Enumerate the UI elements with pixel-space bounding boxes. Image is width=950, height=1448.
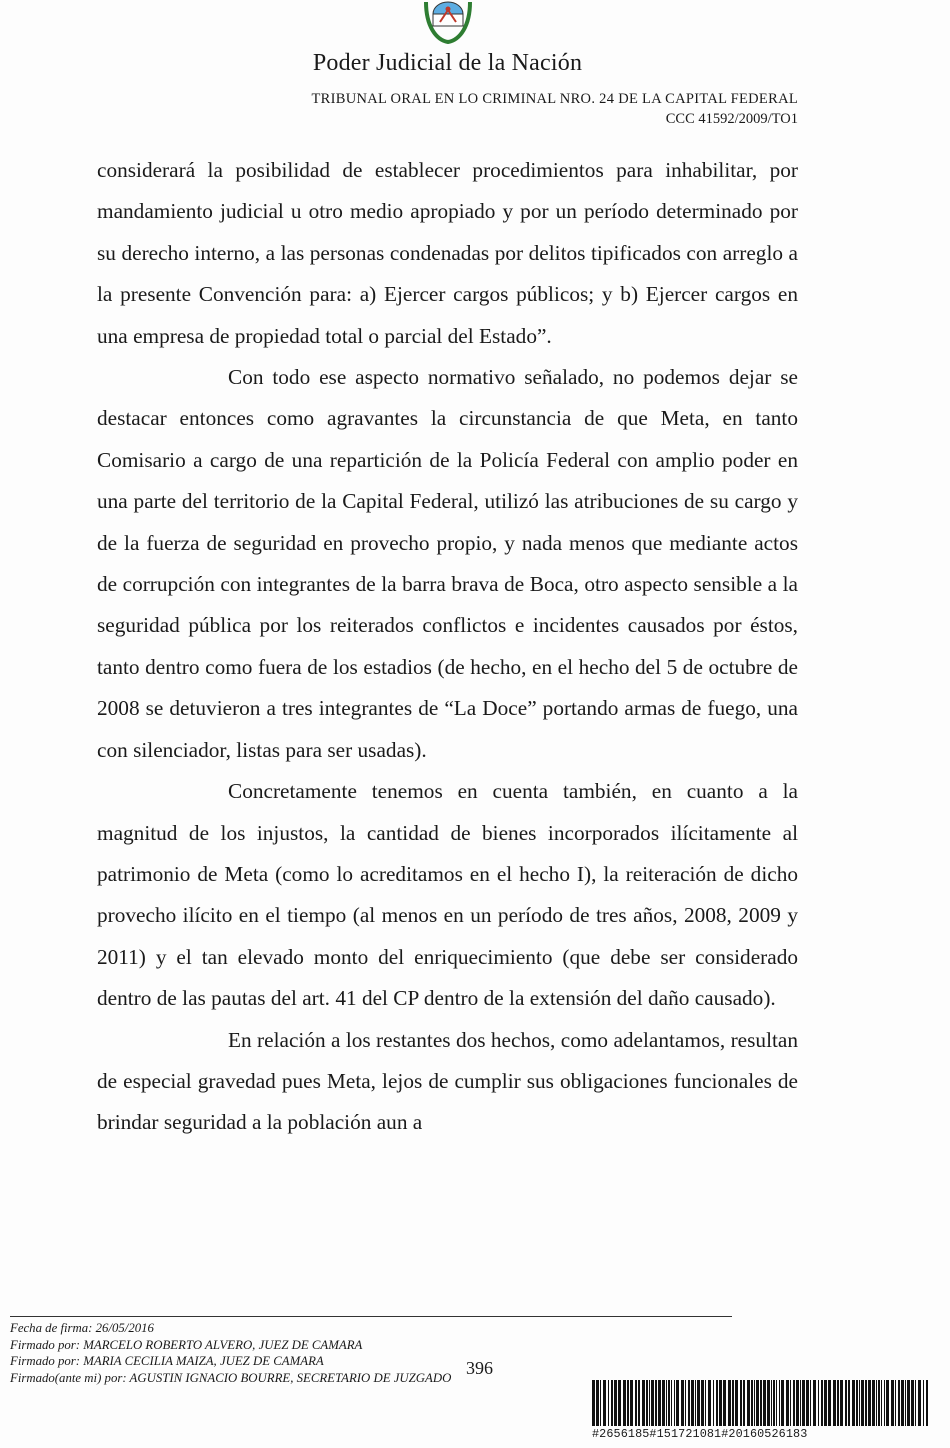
barcode-bar [828, 1380, 831, 1426]
barcode-bar [666, 1380, 667, 1426]
barcode-bar [596, 1380, 599, 1426]
signature-line: Firmado(ante mi) por: AGUSTIN IGNACIO BOURRE, SECRETARIO DE JUZGADO [10, 1370, 452, 1385]
barcode-bar [618, 1380, 621, 1426]
barcode-bar [884, 1380, 885, 1426]
paragraph: Concretamente tenemos en cuenta también, en cuanto a la magnitud de los injustos, la cantidad de bienes incorporados ilícitamente al patrimonio de Meta (como lo acreditamos en el hecho I), la reiteración de dicho provecho ilícito en el tiempo (al menos en un período de tres años, 2008, 2009 y 2011) y el tan elevado monto del enriquecimiento (que debe ser considerado dentro de las pautas del art. 41 del CP dentro de la extensión del daño causado). [97, 779, 798, 1011]
barcode-bar [781, 1380, 784, 1426]
barcode-bar [813, 1380, 816, 1426]
barcode-bar [773, 1380, 775, 1426]
barcode-bar [603, 1380, 606, 1426]
barcode-bar [627, 1380, 629, 1426]
signature-line: Firmado por: MARIA CECILIA MAIZA, JUEZ DE CAMARA [10, 1354, 324, 1368]
barcode-bar [905, 1380, 906, 1426]
barcode-text: #2656185#151721081#20160526183 [592, 1427, 808, 1441]
barcode-bar [614, 1380, 617, 1426]
barcode-bar [695, 1380, 696, 1426]
barcode-bar [760, 1380, 762, 1426]
barcode-bar [743, 1380, 745, 1426]
barcode-bar [779, 1380, 780, 1426]
barcode-bar [691, 1380, 694, 1426]
barcode-bar [793, 1380, 795, 1426]
barcode-bar [776, 1380, 777, 1426]
barcode-bar [646, 1380, 648, 1426]
barcode-bar [642, 1380, 645, 1426]
barcode-bar [716, 1380, 718, 1426]
barcode-bar [865, 1380, 867, 1426]
barcode-bar [786, 1380, 789, 1426]
barcode-bar [901, 1380, 904, 1426]
barcode-bar [623, 1380, 626, 1426]
barcode-bar [790, 1380, 791, 1426]
barcode-bar [911, 1380, 914, 1426]
barcode-bar [763, 1380, 766, 1426]
barcode-bar [771, 1380, 772, 1426]
barcode-bar [719, 1380, 722, 1426]
barcode-bar [824, 1380, 827, 1426]
barcode-bar [658, 1380, 661, 1426]
barcode-bar [592, 1380, 595, 1426]
barcode-bar [751, 1380, 753, 1426]
barcode-bar [918, 1380, 921, 1426]
barcode-bar [852, 1380, 855, 1426]
barcode-bar [708, 1380, 711, 1426]
barcode-bar [697, 1380, 700, 1426]
barcode-bar [915, 1380, 916, 1426]
barcode-bar [728, 1380, 731, 1426]
argentine-coat-of-arms-icon [420, 0, 476, 44]
barcode-bar [806, 1380, 809, 1426]
barcode-bar [895, 1380, 896, 1426]
barcode-bar [756, 1380, 759, 1426]
paragraph: En relación a los restantes dos hechos, como adelantamos, resultan de especial gravedad pues Meta, lejos de cumplir sus obligaciones funcionales de brindar seguridad a la población aun a [97, 1027, 798, 1135]
barcode-bar [662, 1380, 665, 1426]
page-number: 396 [466, 1358, 493, 1378]
barcode-bar [872, 1380, 875, 1426]
barcode-bar [881, 1380, 882, 1426]
barcode-bar [878, 1380, 880, 1426]
barcode-bar [668, 1380, 670, 1426]
barcode-bar [600, 1380, 601, 1426]
barcode-bar [655, 1380, 657, 1426]
barcode-bar [923, 1380, 924, 1426]
barcode-bar [821, 1380, 823, 1426]
barcode-bar [635, 1380, 637, 1426]
barcode-bar [802, 1380, 805, 1426]
barcode-bar [747, 1380, 750, 1426]
signature-line: Firmado por: MARCELO ROBERTO ALVERO, JUEZ DE CAMARA [10, 1337, 363, 1352]
barcode-bar [840, 1380, 843, 1426]
barcode-bar [886, 1380, 889, 1426]
barcode-bar [685, 1380, 686, 1426]
barcode-bar [611, 1380, 613, 1426]
barcode-bar [891, 1380, 894, 1426]
barcode-bar [649, 1380, 650, 1426]
barcode-bar [796, 1380, 799, 1426]
barcode-bar [681, 1380, 684, 1426]
barcode-bar [818, 1380, 819, 1426]
institution-name: Poder Judicial de la Nación [312, 50, 583, 76]
barcode-icon [592, 1380, 930, 1426]
tribunal-name: TRIBUNAL ORAL EN LO CRIMINAL NRO. 24 DE LA CAPITAL FEDERAL [311, 91, 798, 107]
document-body [97, 150, 798, 1144]
barcode-bar [674, 1380, 675, 1426]
barcode-bar [810, 1380, 811, 1426]
barcode-bar [856, 1380, 858, 1426]
case-number: CCC 41592/2009/TO1 [665, 111, 798, 127]
barcode-bar [907, 1380, 910, 1426]
barcode-bar [848, 1380, 850, 1426]
barcode-bar [833, 1380, 836, 1426]
barcode-bar [754, 1380, 755, 1426]
barcode-bar [845, 1380, 847, 1426]
barcode-bar [705, 1380, 706, 1426]
barcode-bar [723, 1380, 726, 1426]
paragraph: Con todo ese aspecto normativo señalado, no podemos dejar se destacar entonces como agravantes la circunstancia de que Meta, en tanto Comisario a cargo de una repartición de la Policía Federal con amplio poder en una parte del territorio de la Capital Federal, utilizó las atribuciones de su cargo y de la fuerza de seguridad en provecho propio, y nada menos que mediante actos de corrupción con integrantes de la barra brava de Boca, otro aspecto sensible a la seguridad pública por los reiterados conflictos e incidentes causados por éstos, tanto dentro como fuera de los estadios (de hecho, en el hecho del 5 de octubre de 2008 se detuvieron a tres integrantes de “La Doce” portando armas de fuego, una con silenciador, listas para ser usadas). [97, 365, 798, 762]
barcode-bar [676, 1380, 679, 1426]
barcode-bar [630, 1380, 633, 1426]
barcode-bar [898, 1380, 900, 1426]
barcode-bar [651, 1380, 654, 1426]
barcode-bar [732, 1380, 734, 1426]
signature-block [10, 1320, 451, 1386]
barcode-bar [800, 1380, 801, 1426]
barcode-bar [713, 1380, 714, 1426]
barcode-bar [767, 1380, 770, 1426]
barcode-bar [868, 1380, 871, 1426]
paragraph: considerará la posibilidad de establecer procedimientos para inhabilitar, por mandamiento judicial u otro medio apropiado y por un período determinado por su derecho interno, a las personas condenadas por delitos tipificados con arreglo a la presente Convención para: a) Ejercer cargos públicos; y b) Ejercer cargos en una empresa de propiedad total o parcial del Estado”. [97, 158, 798, 348]
barcode-bar [837, 1380, 839, 1426]
barcode-bar [859, 1380, 860, 1426]
barcode-bar [671, 1380, 672, 1426]
barcode-bar [688, 1380, 690, 1426]
barcode-bar [926, 1380, 928, 1426]
barcode-bar [701, 1380, 704, 1426]
barcode-bar [735, 1380, 738, 1426]
barcode-bar [608, 1380, 609, 1426]
signature-date: Fecha de firma: 26/05/2016 [10, 1321, 154, 1335]
barcode-bar [638, 1380, 640, 1426]
barcode-bar [740, 1380, 742, 1426]
barcode-bar [876, 1380, 877, 1426]
barcode-bar [861, 1380, 864, 1426]
signature-divider [10, 1316, 732, 1317]
